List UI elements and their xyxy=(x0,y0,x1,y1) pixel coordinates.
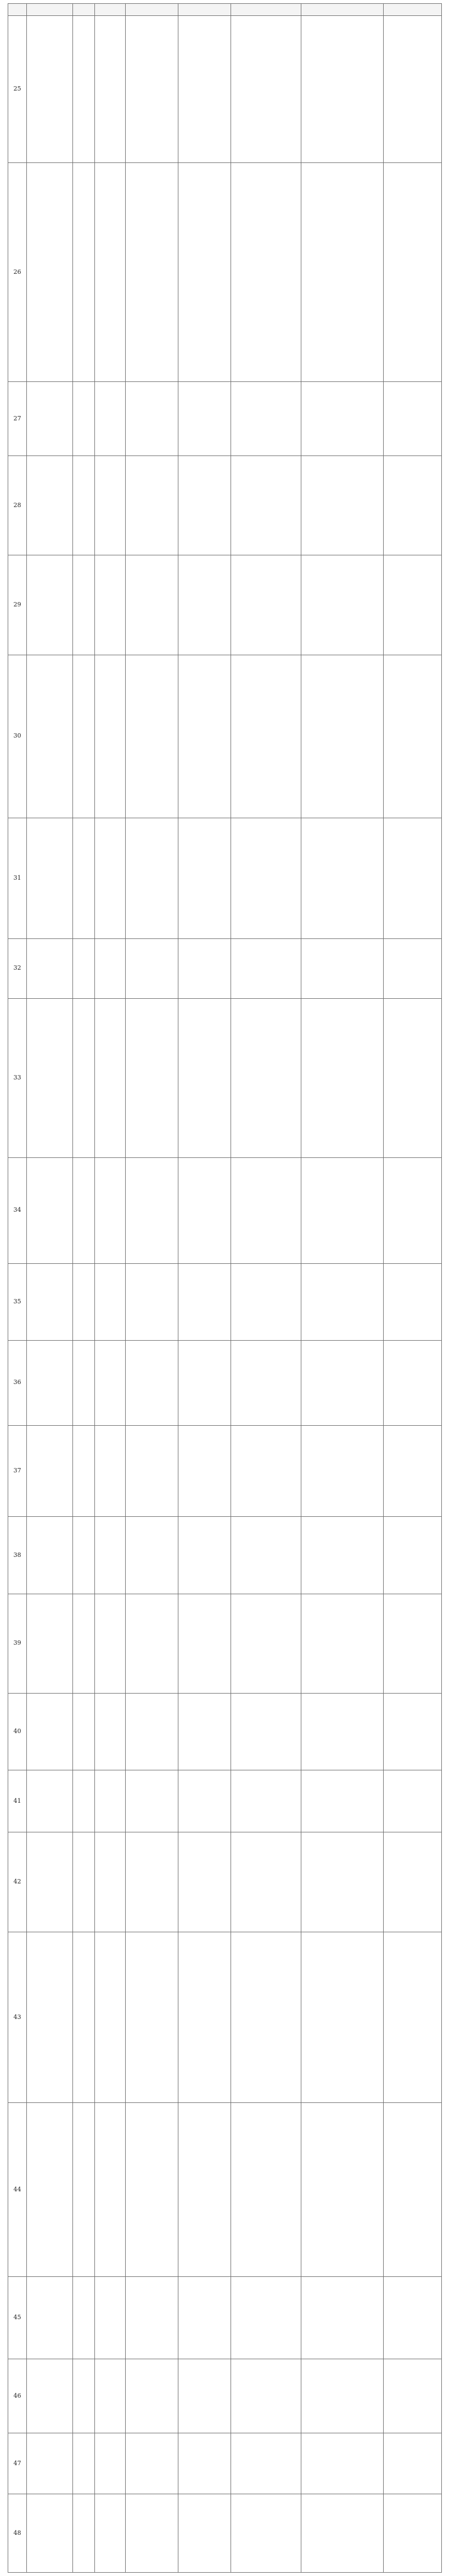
cell-contact xyxy=(95,1832,126,1932)
cell-note xyxy=(384,555,442,655)
cell-contact xyxy=(95,16,126,163)
cell-nature xyxy=(73,163,95,382)
cell-contact xyxy=(95,1770,126,1832)
cell-nature xyxy=(73,938,95,998)
cell-requirements xyxy=(231,1425,301,1517)
cell-note xyxy=(384,1341,442,1426)
table-row xyxy=(8,2433,442,2494)
cell-phone xyxy=(126,2494,178,2573)
cell-position xyxy=(178,2359,231,2433)
cell-company xyxy=(27,2103,73,2277)
cell-phone xyxy=(126,998,178,1157)
cell-note xyxy=(384,456,442,555)
cell-phone xyxy=(126,1770,178,1832)
cell-position xyxy=(178,2494,231,2573)
cell-requirements xyxy=(231,1341,301,1426)
cell-no: 46 xyxy=(8,2359,27,2433)
cell-note xyxy=(384,1932,442,2103)
cell-contact xyxy=(95,555,126,655)
cell-salary xyxy=(301,2494,384,2573)
cell-company xyxy=(27,2359,73,2433)
cell-salary xyxy=(301,1341,384,1426)
table-row xyxy=(8,555,442,655)
cell-contact xyxy=(95,2433,126,2494)
cell-requirements xyxy=(231,1263,301,1340)
cell-position xyxy=(178,818,231,938)
cell-position xyxy=(178,998,231,1157)
header-phone xyxy=(126,4,178,16)
cell-position xyxy=(178,16,231,163)
cell-requirements xyxy=(231,998,301,1157)
cell-phone xyxy=(126,655,178,818)
cell-nature xyxy=(73,1157,95,1263)
cell-position xyxy=(178,1693,231,1770)
header-no xyxy=(8,4,27,16)
cell-nature xyxy=(73,2359,95,2433)
table-body xyxy=(8,16,442,2573)
cell-salary xyxy=(301,2276,384,2359)
cell-company xyxy=(27,1263,73,1340)
header-contact xyxy=(95,4,126,16)
cell-company xyxy=(27,1157,73,1263)
cell-position xyxy=(178,1832,231,1932)
cell-phone xyxy=(126,1594,178,1693)
table-row xyxy=(8,1594,442,1693)
cell-salary xyxy=(301,2359,384,2433)
table-row xyxy=(8,655,442,818)
cell-no: 41 xyxy=(8,1770,27,1832)
cell-phone xyxy=(126,2359,178,2433)
cell-nature xyxy=(73,1263,95,1340)
table-row xyxy=(8,2276,442,2359)
cell-contact xyxy=(95,1157,126,1263)
cell-company xyxy=(27,2433,73,2494)
cell-nature xyxy=(73,555,95,655)
cell-note xyxy=(384,16,442,163)
cell-phone xyxy=(126,2433,178,2494)
cell-nature xyxy=(73,2433,95,2494)
cell-note xyxy=(384,1693,442,1770)
cell-no: 26 xyxy=(8,163,27,382)
table-row xyxy=(8,1157,442,1263)
cell-contact xyxy=(95,1594,126,1693)
cell-company xyxy=(27,381,73,455)
cell-company xyxy=(27,1932,73,2103)
cell-requirements xyxy=(231,2103,301,2277)
cell-company xyxy=(27,1693,73,1770)
header-note xyxy=(384,4,442,16)
cell-salary xyxy=(301,1832,384,1932)
cell-position xyxy=(178,2433,231,2494)
cell-nature xyxy=(73,2103,95,2277)
cell-position xyxy=(178,655,231,818)
cell-phone xyxy=(126,381,178,455)
cell-no: 44 xyxy=(8,2103,27,2277)
cell-company xyxy=(27,16,73,163)
cell-no: 39 xyxy=(8,1594,27,1693)
cell-position xyxy=(178,1425,231,1517)
cell-phone xyxy=(126,1693,178,1770)
cell-requirements xyxy=(231,1832,301,1932)
cell-note xyxy=(384,381,442,455)
cell-contact xyxy=(95,938,126,998)
cell-position xyxy=(178,1517,231,1594)
cell-position xyxy=(178,1932,231,2103)
cell-nature xyxy=(73,2494,95,2573)
cell-requirements xyxy=(231,555,301,655)
cell-position xyxy=(178,1770,231,1832)
cell-no: 25 xyxy=(8,16,27,163)
cell-contact xyxy=(95,2359,126,2433)
cell-nature xyxy=(73,1425,95,1517)
cell-phone xyxy=(126,1157,178,1263)
cell-nature xyxy=(73,2276,95,2359)
cell-company xyxy=(27,2494,73,2573)
cell-salary xyxy=(301,1263,384,1340)
cell-company xyxy=(27,655,73,818)
cell-note xyxy=(384,2433,442,2494)
cell-position xyxy=(178,456,231,555)
cell-nature xyxy=(73,655,95,818)
cell-contact xyxy=(95,655,126,818)
cell-phone xyxy=(126,1932,178,2103)
cell-salary xyxy=(301,1594,384,1693)
cell-salary xyxy=(301,1693,384,1770)
cell-phone xyxy=(126,163,178,382)
cell-note xyxy=(384,1770,442,1832)
cell-note xyxy=(384,1832,442,1932)
cell-requirements xyxy=(231,381,301,455)
cell-note xyxy=(384,163,442,382)
cell-no: 31 xyxy=(8,818,27,938)
cell-requirements xyxy=(231,1693,301,1770)
cell-note xyxy=(384,998,442,1157)
cell-no: 37 xyxy=(8,1425,27,1517)
header-salary xyxy=(301,4,384,16)
cell-note xyxy=(384,2103,442,2277)
cell-position xyxy=(178,938,231,998)
cell-company xyxy=(27,163,73,382)
cell-salary xyxy=(301,655,384,818)
cell-requirements xyxy=(231,818,301,938)
cell-nature xyxy=(73,1832,95,1932)
cell-nature xyxy=(73,16,95,163)
cell-contact xyxy=(95,381,126,455)
cell-phone xyxy=(126,456,178,555)
cell-requirements xyxy=(231,2276,301,2359)
cell-position xyxy=(178,2103,231,2277)
cell-no: 47 xyxy=(8,2433,27,2494)
table-row xyxy=(8,1932,442,2103)
cell-company xyxy=(27,1341,73,1426)
cell-salary xyxy=(301,2433,384,2494)
cell-no: 45 xyxy=(8,2276,27,2359)
cell-no: 27 xyxy=(8,381,27,455)
table-header-row xyxy=(8,4,442,16)
cell-requirements xyxy=(231,1157,301,1263)
header-position xyxy=(178,4,231,16)
cell-note xyxy=(384,818,442,938)
cell-phone xyxy=(126,1341,178,1426)
cell-no: 43 xyxy=(8,1932,27,2103)
cell-contact xyxy=(95,163,126,382)
cell-requirements xyxy=(231,1517,301,1594)
table-row xyxy=(8,163,442,382)
cell-nature xyxy=(73,1594,95,1693)
cell-note xyxy=(384,1425,442,1517)
cell-position xyxy=(178,1157,231,1263)
cell-note xyxy=(384,938,442,998)
cell-contact xyxy=(95,1932,126,2103)
cell-contact xyxy=(95,2494,126,2573)
cell-note xyxy=(384,1263,442,1340)
recruitment-table xyxy=(8,3,442,2573)
cell-contact xyxy=(95,1263,126,1340)
cell-salary xyxy=(301,1425,384,1517)
cell-position xyxy=(178,1341,231,1426)
cell-salary xyxy=(301,1770,384,1832)
cell-position xyxy=(178,555,231,655)
cell-no: 34 xyxy=(8,1157,27,1263)
cell-requirements xyxy=(231,2433,301,2494)
cell-note xyxy=(384,655,442,818)
cell-salary xyxy=(301,938,384,998)
table-row xyxy=(8,381,442,455)
cell-position xyxy=(178,1594,231,1693)
cell-contact xyxy=(95,456,126,555)
cell-requirements xyxy=(231,938,301,998)
table-row xyxy=(8,1263,442,1340)
cell-company xyxy=(27,818,73,938)
cell-no: 38 xyxy=(8,1517,27,1594)
table-row xyxy=(8,16,442,163)
table-row xyxy=(8,1832,442,1932)
cell-nature xyxy=(73,998,95,1157)
cell-phone xyxy=(126,1425,178,1517)
cell-phone xyxy=(126,938,178,998)
cell-no: 30 xyxy=(8,655,27,818)
cell-company xyxy=(27,1770,73,1832)
cell-salary xyxy=(301,456,384,555)
cell-position xyxy=(178,163,231,382)
table-row xyxy=(8,1341,442,1426)
cell-note xyxy=(384,2359,442,2433)
cell-position xyxy=(178,1263,231,1340)
cell-requirements xyxy=(231,163,301,382)
cell-company xyxy=(27,456,73,555)
cell-no: 35 xyxy=(8,1263,27,1340)
cell-salary xyxy=(301,2103,384,2277)
table-row xyxy=(8,1770,442,1832)
cell-company xyxy=(27,1594,73,1693)
cell-phone xyxy=(126,818,178,938)
cell-requirements xyxy=(231,1932,301,2103)
cell-salary xyxy=(301,16,384,163)
cell-company xyxy=(27,998,73,1157)
cell-company xyxy=(27,1425,73,1517)
cell-note xyxy=(384,1157,442,1263)
table-row xyxy=(8,818,442,938)
cell-note xyxy=(384,1594,442,1693)
cell-requirements xyxy=(231,456,301,555)
cell-no: 33 xyxy=(8,998,27,1157)
cell-contact xyxy=(95,818,126,938)
cell-company xyxy=(27,1517,73,1594)
cell-phone xyxy=(126,1263,178,1340)
cell-note xyxy=(384,1517,442,1594)
cell-position xyxy=(178,381,231,455)
cell-salary xyxy=(301,1932,384,2103)
cell-no: 48 xyxy=(8,2494,27,2573)
cell-phone xyxy=(126,1832,178,1932)
cell-requirements xyxy=(231,655,301,818)
table-row xyxy=(8,1425,442,1517)
cell-nature xyxy=(73,1770,95,1832)
table-row xyxy=(8,998,442,1157)
cell-nature xyxy=(73,1932,95,2103)
cell-note xyxy=(384,2276,442,2359)
cell-phone xyxy=(126,1517,178,1594)
cell-contact xyxy=(95,998,126,1157)
header-nature xyxy=(73,4,95,16)
cell-contact xyxy=(95,1693,126,1770)
cell-company xyxy=(27,555,73,655)
cell-contact xyxy=(95,1341,126,1426)
table-row xyxy=(8,456,442,555)
cell-salary xyxy=(301,163,384,382)
cell-nature xyxy=(73,456,95,555)
cell-contact xyxy=(95,2103,126,2277)
cell-no: 28 xyxy=(8,456,27,555)
cell-no: 42 xyxy=(8,1832,27,1932)
table-row xyxy=(8,2103,442,2277)
cell-requirements xyxy=(231,2359,301,2433)
cell-no: 32 xyxy=(8,938,27,998)
cell-nature xyxy=(73,1693,95,1770)
cell-no: 36 xyxy=(8,1341,27,1426)
cell-nature xyxy=(73,381,95,455)
cell-phone xyxy=(126,2276,178,2359)
cell-nature xyxy=(73,1341,95,1426)
cell-salary xyxy=(301,555,384,655)
cell-requirements xyxy=(231,16,301,163)
cell-phone xyxy=(126,2103,178,2277)
cell-position xyxy=(178,2276,231,2359)
cell-contact xyxy=(95,1425,126,1517)
cell-salary xyxy=(301,1517,384,1594)
cell-no: 29 xyxy=(8,555,27,655)
cell-phone xyxy=(126,555,178,655)
table-row xyxy=(8,1693,442,1770)
cell-contact xyxy=(95,1517,126,1594)
cell-nature xyxy=(73,1517,95,1594)
cell-salary xyxy=(301,998,384,1157)
cell-requirements xyxy=(231,1594,301,1693)
cell-salary xyxy=(301,1157,384,1263)
cell-contact xyxy=(95,2276,126,2359)
header-company xyxy=(27,4,73,16)
table-row xyxy=(8,2494,442,2573)
cell-phone xyxy=(126,16,178,163)
cell-no: 40 xyxy=(8,1693,27,1770)
header-requirements xyxy=(231,4,301,16)
cell-note xyxy=(384,2494,442,2573)
cell-requirements xyxy=(231,1770,301,1832)
table-row xyxy=(8,1517,442,1594)
cell-requirements xyxy=(231,2494,301,2573)
cell-nature xyxy=(73,818,95,938)
cell-company xyxy=(27,938,73,998)
table-row xyxy=(8,2359,442,2433)
cell-salary xyxy=(301,818,384,938)
cell-company xyxy=(27,2276,73,2359)
cell-company xyxy=(27,1832,73,1932)
cell-salary xyxy=(301,381,384,455)
table-row xyxy=(8,938,442,998)
